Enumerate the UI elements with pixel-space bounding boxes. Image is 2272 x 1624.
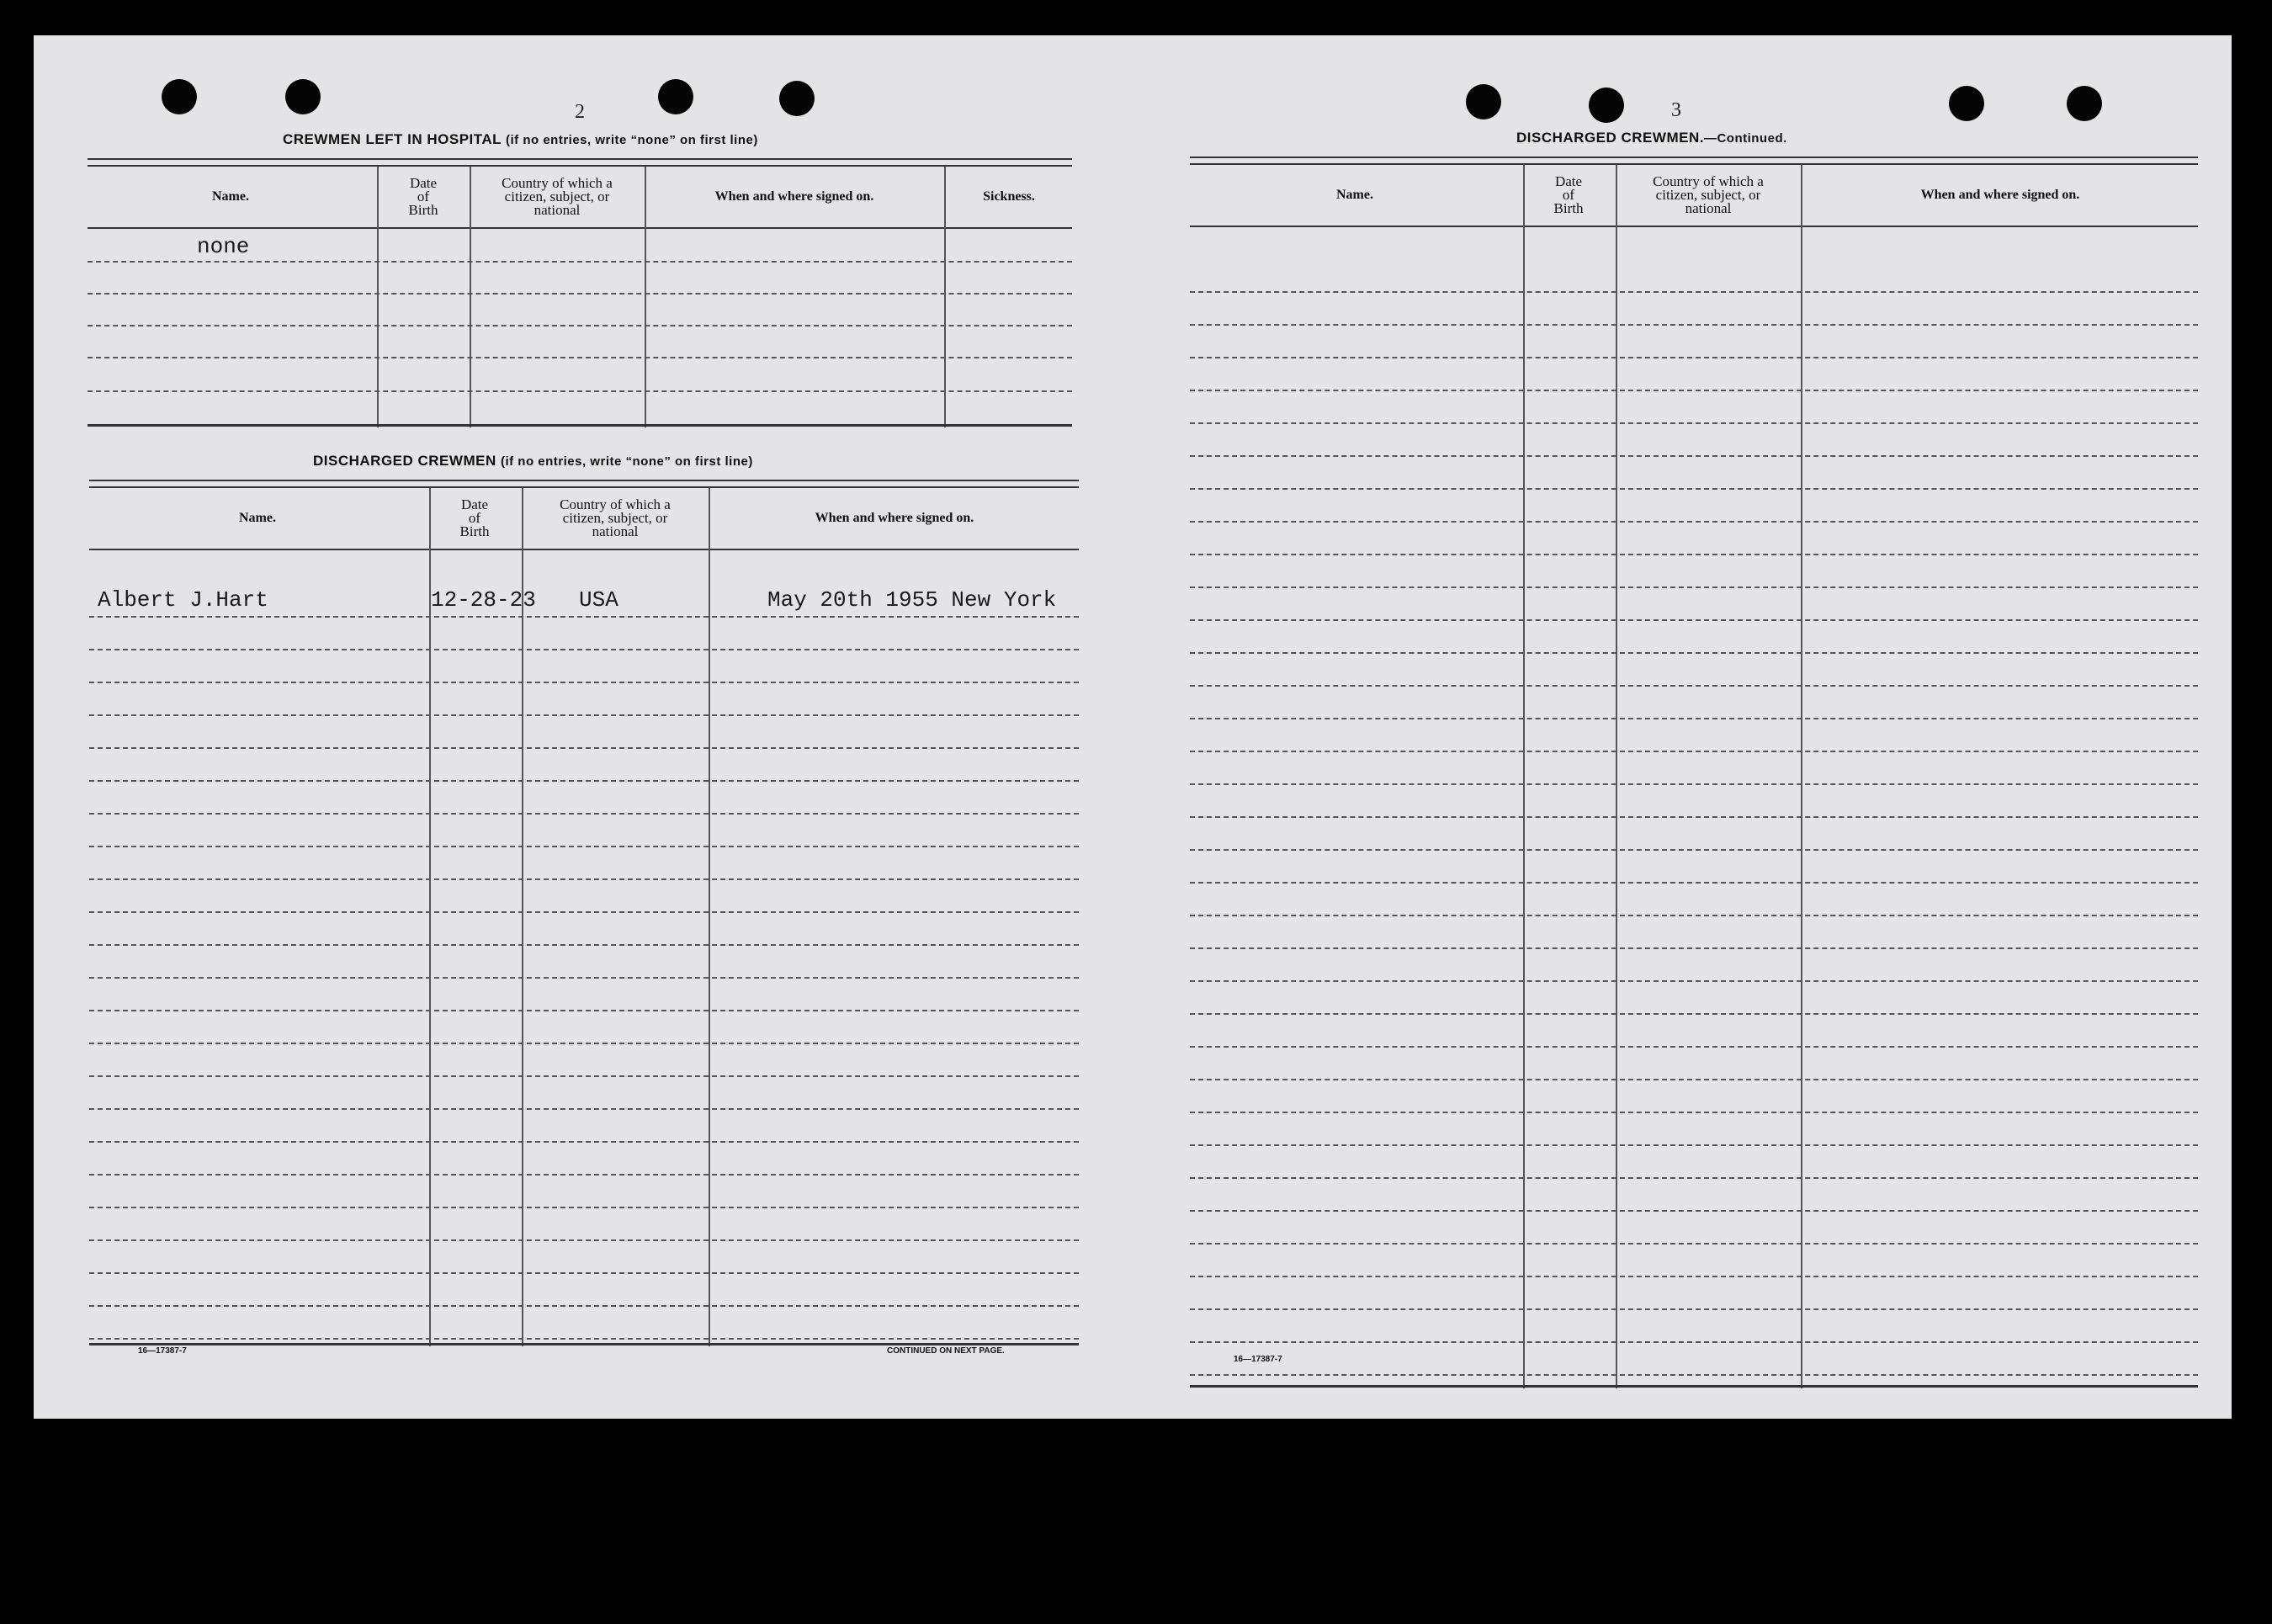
blank-row-line bbox=[89, 1043, 1079, 1044]
punch-hole bbox=[162, 79, 197, 114]
blank-row-line bbox=[1190, 1210, 2198, 1212]
blank-row-line bbox=[1190, 1276, 2198, 1277]
blank-row-line bbox=[1190, 1177, 2198, 1179]
discharged-continued-table bbox=[1190, 157, 2198, 1390]
blank-row-line bbox=[89, 1174, 1079, 1176]
blank-row-line bbox=[1190, 1341, 2198, 1343]
punch-hole bbox=[2067, 86, 2102, 121]
hospital-section-title: CREWMEN LEFT IN HOSPITAL (if no entries, write “none” on first line) bbox=[283, 131, 758, 147]
blank-row-line bbox=[1190, 1013, 2198, 1015]
punch-hole bbox=[1466, 84, 1501, 119]
blank-row-line bbox=[89, 1272, 1079, 1274]
hospital-entry-name: none bbox=[197, 234, 250, 259]
blank-row-line bbox=[1190, 783, 2198, 785]
blank-row-line bbox=[1190, 291, 2198, 293]
blank-row-line bbox=[1190, 882, 2198, 884]
blank-row-line bbox=[89, 1239, 1079, 1241]
blank-row-line bbox=[89, 846, 1079, 847]
blank-row-line bbox=[1190, 455, 2198, 457]
blank-row-line bbox=[89, 878, 1079, 880]
page-number: 2 bbox=[575, 101, 585, 123]
punch-hole bbox=[779, 81, 815, 116]
form-number: 16—17387-7 bbox=[138, 1346, 187, 1356]
blank-row-line bbox=[89, 1075, 1079, 1077]
discharged-entry-country: USA bbox=[579, 587, 618, 613]
blank-row-line bbox=[89, 1108, 1079, 1110]
col-header-signed-on: When and where signed on. bbox=[714, 189, 874, 204]
blank-row-line bbox=[89, 714, 1079, 716]
col-header-name: Name. bbox=[239, 511, 276, 525]
blank-row-line bbox=[1190, 1112, 2198, 1113]
blank-row-line bbox=[1190, 980, 2198, 982]
form-sheet bbox=[34, 35, 2232, 1419]
blank-row-line bbox=[1190, 1374, 2198, 1376]
blank-row-line bbox=[1190, 422, 2198, 424]
blank-row-line bbox=[89, 977, 1079, 979]
blank-row-line bbox=[1190, 652, 2198, 654]
col-header-signed-on: When and where signed on. bbox=[1920, 188, 2080, 202]
punch-hole bbox=[1589, 88, 1624, 123]
blank-row-line bbox=[1190, 390, 2198, 391]
blank-row-line bbox=[89, 1010, 1079, 1011]
page-number: 3 bbox=[1671, 99, 1681, 121]
blank-row-line bbox=[89, 944, 1079, 946]
blank-row-line bbox=[1190, 521, 2198, 523]
discharged-section-title: DISCHARGED CREWMEN (if no entries, write “none” on first line) bbox=[313, 453, 753, 469]
blank-row-line bbox=[1190, 751, 2198, 752]
discharged-entry-dob: 12-28-23 bbox=[431, 587, 536, 613]
punch-hole bbox=[285, 79, 321, 114]
discharged-continued-header bbox=[1190, 165, 2198, 227]
hospital-table-header bbox=[88, 167, 1072, 229]
col-header-sickness: Sickness. bbox=[983, 189, 1035, 204]
col-header-dob: Date of Birth bbox=[459, 496, 490, 539]
blank-row-line bbox=[1190, 619, 2198, 621]
blank-row-line bbox=[1190, 1144, 2198, 1146]
blank-row-line bbox=[1190, 849, 2198, 851]
blank-row-line bbox=[89, 616, 1079, 618]
blank-row-line bbox=[1190, 324, 2198, 326]
blank-row-line bbox=[89, 682, 1079, 683]
form-number: 16—17387-7 bbox=[1234, 1355, 1282, 1364]
col-header-country: Country of which a citizen, subject, or national bbox=[560, 496, 671, 539]
col-header-country: Country of which a citizen, subject, or national bbox=[502, 175, 613, 218]
discharged-entry-signed-on: May 20th 1955 New York bbox=[767, 587, 1057, 613]
blank-row-line bbox=[89, 747, 1079, 749]
blank-row-line bbox=[1190, 685, 2198, 687]
discharged-entry-name: Albert J.Hart bbox=[98, 587, 268, 613]
blank-row-line bbox=[1190, 816, 2198, 818]
blank-row-line bbox=[1190, 586, 2198, 588]
blank-row-line bbox=[89, 1141, 1079, 1143]
blank-row-line bbox=[89, 1305, 1079, 1307]
blank-row-line bbox=[89, 1338, 1079, 1340]
blank-row-line bbox=[89, 780, 1079, 782]
blank-row-line bbox=[1190, 554, 2198, 555]
blank-row-line bbox=[89, 813, 1079, 815]
col-header-name: Name. bbox=[1336, 188, 1373, 202]
blank-row-line bbox=[89, 911, 1079, 913]
continued-note: CONTINUED ON NEXT PAGE. bbox=[887, 1346, 1005, 1356]
col-header-signed-on: When and where signed on. bbox=[815, 511, 974, 525]
col-header-dob: Date of Birth bbox=[1553, 173, 1584, 216]
blank-row-line bbox=[89, 649, 1079, 650]
blank-row-line bbox=[1190, 1243, 2198, 1245]
col-header-dob: Date of Birth bbox=[408, 175, 438, 218]
discharged-continued-title: DISCHARGED CREWMEN.—Continued. bbox=[1516, 130, 1787, 146]
punch-hole bbox=[658, 79, 693, 114]
blank-row-line bbox=[1190, 947, 2198, 949]
punch-hole bbox=[1949, 86, 1984, 121]
blank-row-line bbox=[89, 1207, 1079, 1208]
blank-row-line bbox=[1190, 1046, 2198, 1048]
blank-row-line bbox=[1190, 357, 2198, 358]
blank-row-line bbox=[1190, 488, 2198, 490]
discharged-table bbox=[89, 480, 1079, 1348]
blank-row-line bbox=[1190, 1079, 2198, 1080]
blank-row-line bbox=[1190, 915, 2198, 916]
discharged-table-header bbox=[89, 488, 1079, 550]
col-header-country: Country of which a citizen, subject, or national bbox=[1653, 173, 1764, 216]
blank-row-line bbox=[1190, 718, 2198, 719]
hospital-table bbox=[88, 158, 1072, 429]
blank-row-line bbox=[1190, 1308, 2198, 1310]
col-header-name: Name. bbox=[212, 189, 249, 204]
